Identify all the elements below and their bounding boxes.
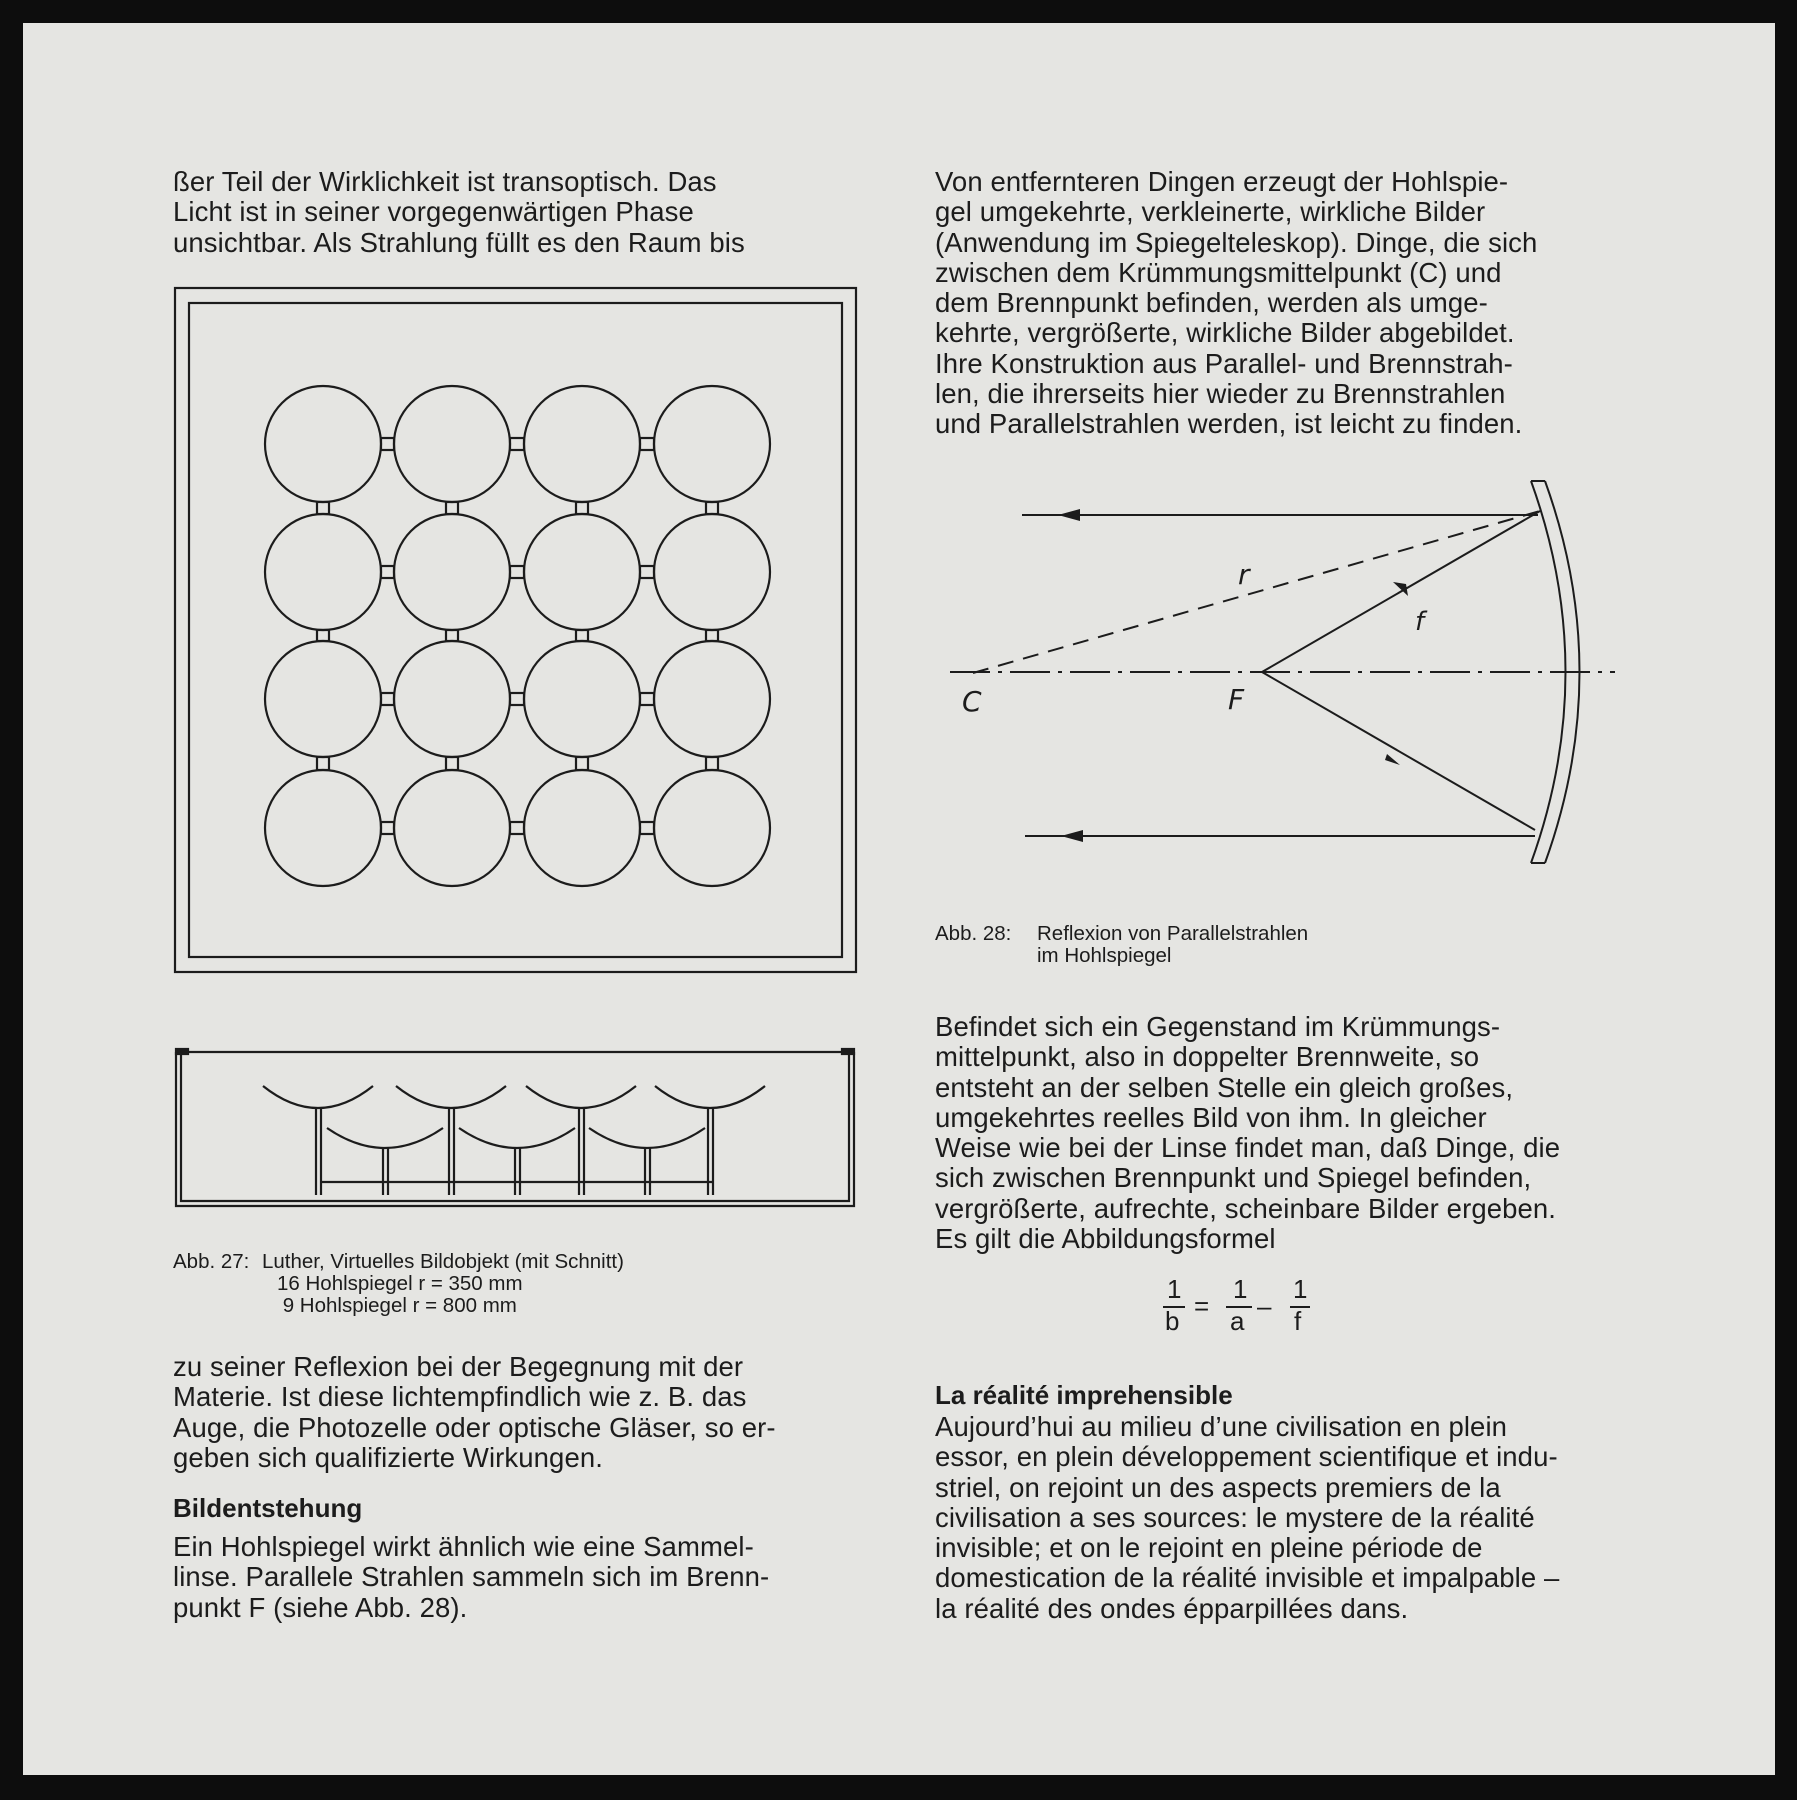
caption-28-line-2: im Hohlspiegel — [1037, 944, 1172, 967]
formula-d2: a — [1230, 1306, 1245, 1336]
formula-n3: 1 — [1293, 1274, 1308, 1304]
heading-bildentstehung: Bildentstehung — [173, 1493, 363, 1523]
label-c: C — [962, 685, 982, 718]
left-paragraph-1: ßer Teil der Wirklichkeit ist transoptisch. Das Licht ist in seiner vorgegenwärtigen Phase unsichtbar. Als Strahlung füllt es den Raum bis — [173, 166, 745, 258]
caption-28-label: Abb. 28: — [935, 922, 1012, 945]
formula-d1: b — [1165, 1306, 1180, 1336]
caption-27-label: Abb. 27: — [173, 1250, 250, 1273]
right-paragraph-3: Aujourd’hui au milieu d’une civilisation en plein essor, en plein développement scientifique et indu- striel, on rejoint un des aspects premiers de la civilisation a ses sources: le mystere de la réalité invisible; et on le rejoint en pleine période de domestication de la réalité invisible et impalpable – la réalité des ondes épparpillées dans. — [935, 1411, 1560, 1624]
section-top-cap — [842, 1049, 854, 1054]
right-paragraph-2: Befindet sich ein Gegenstand im Krümmungs- mittelpunkt, also in doppelter Brennweite, so entsteht an der selben Stelle ein gleich großes, umgekehrtes reelles Bild von ihm. In gleicher Weise wie bei der Linse findet man, daß Dinge, die sich zwischen Brennpunkt und Spiegel befinden, vergrößerte, aufrechte, scheinbare Bilder ergeben. Es gilt die Abbildungsformel — [935, 1011, 1561, 1255]
left-paragraph-3: Ein Hohlspiegel wirkt ähnlich wie eine Sammel- linse. Parallele Strahlen sammeln sich im Brenn- punkt F (siehe Abb. 28). — [173, 1531, 770, 1623]
label-f: f — [1415, 607, 1425, 637]
heading-la-realite: La réalité imprehensible — [935, 1380, 1233, 1410]
formula-minus: – — [1257, 1291, 1272, 1321]
right-paragraph-1: Von entfernteren Dingen erzeugt der Hohlspie- gel umgekehrte, verkleinerte, wirkliche Bilder (Anwendung im Spiegelteleskop). Dinge, die sich zwischen dem Krümmungsmittelpunkt (C) und dem Brennpunkt befinden, werden als umge- kehrte, vergrößerte, wirkliche Bilder abgebildet. Ihre Konstruktion aus Parallel- und Brennstrah- len, die ihrerseits hier wieder zu Brennstrahlen und Parallelstrahlen werden, ist leicht zu finden. — [935, 166, 1538, 440]
label-focus: F — [1228, 683, 1245, 716]
left-paragraph-2: zu seiner Reflexion bei der Begegnung mit der Materie. Ist diese lichtempfindlich wie z. B. das Auge, die Photozelle oder optische Gläser, so er- geben sich qualifizierte Wirkungen. — [173, 1351, 776, 1473]
formula-n1: 1 — [1167, 1274, 1182, 1304]
caption-28-line-1: Reflexion von Parallelstrahlen — [1037, 922, 1309, 945]
formula-d3: f — [1294, 1306, 1302, 1336]
caption-27-line-1: Luther, Virtuelles Bildobjekt (mit Schnitt) — [262, 1250, 624, 1273]
caption-27-line-3: 9 Hohlspiegel r = 800 mm — [277, 1294, 517, 1317]
label-r: r — [1238, 558, 1250, 591]
caption-27-line-2: 16 Hohlspiegel r = 350 mm — [277, 1272, 523, 1295]
section-top-cap — [176, 1049, 188, 1054]
formula-eq: = — [1194, 1291, 1210, 1321]
formula-n2: 1 — [1233, 1274, 1248, 1304]
